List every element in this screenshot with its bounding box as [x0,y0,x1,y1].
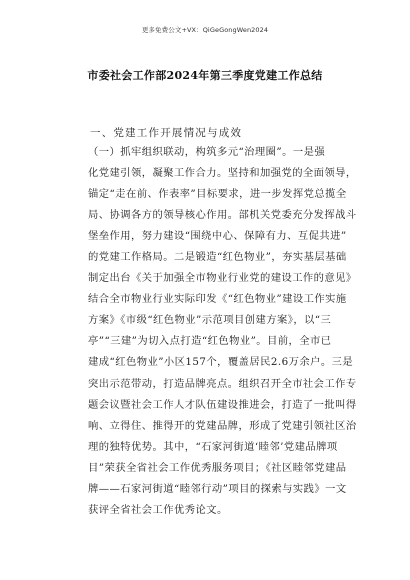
body-line: 化党建引领，凝聚工作合力。坚持和加强党的全面领导， [88,167,357,180]
body-line: 题会议暨社会工作人才队伍建设推进会，打造了一批叫得 [88,398,357,411]
body-line: 局、协调各方的领导核心作用。部机关党委充分发挥战斗 [88,209,357,222]
body-line: 方案》《市级“红色物业”示范项目创建方案》，以“三 [88,314,332,327]
body-paragraph [88,142,357,521]
body-line: 的党建工作格局。二是锻造“红色物业”，夯实基层基础 [88,251,347,264]
body-line: 堡垒作用，努力建设“围绕中心、保障有力、互促共进” [88,230,347,243]
body-line: 牌——石家河街道“睦邻行动”项目的探索与实践》一文 [88,482,347,495]
body-line: 制定出台《关于加强全市物业行业党的建设工作的意见》 [88,272,357,285]
body-line: 目”荣获全省社会工作优秀服务项目；《社区睦邻党建品 [88,461,347,474]
body-line: （一）抓牢组织联动，构筑多元“治理圈”。一是强 [88,146,326,158]
body-line: 理的独特优势。其中，“石家河街道‘睦邻’党建品牌项 [88,440,338,453]
header-watermark-note: 更多免费公文+VX：QiGeGongWen2024 [141,26,269,34]
body-line: 亭”“三建”为切入点打造“红色物业”。目前，全市已 [88,335,332,348]
body-line: 响、立得住、推得开的党建品牌，形成了党建引领社区治 [88,419,357,432]
document-title: 市委社会工作部2024年第三季度党建工作总结 [87,69,323,82]
body-line: 获评全省社会工作优秀论文。 [88,503,228,516]
body-line: 锚定“走在前、作表率”目标要求，进一步发挥党总揽全 [88,188,347,201]
body-line: 建成“红色物业”小区157个，覆盖居民2.6万余户。三是 [88,356,354,369]
section-heading: 一、党建工作开展情况与成效 [90,127,243,139]
body-line: 结合全市物业行业实际印发《“红色物业”建设工作实施 [88,293,347,306]
body-line: 突出示范带动，打造品牌亮点。组织召开全市社会工作专 [88,377,357,390]
